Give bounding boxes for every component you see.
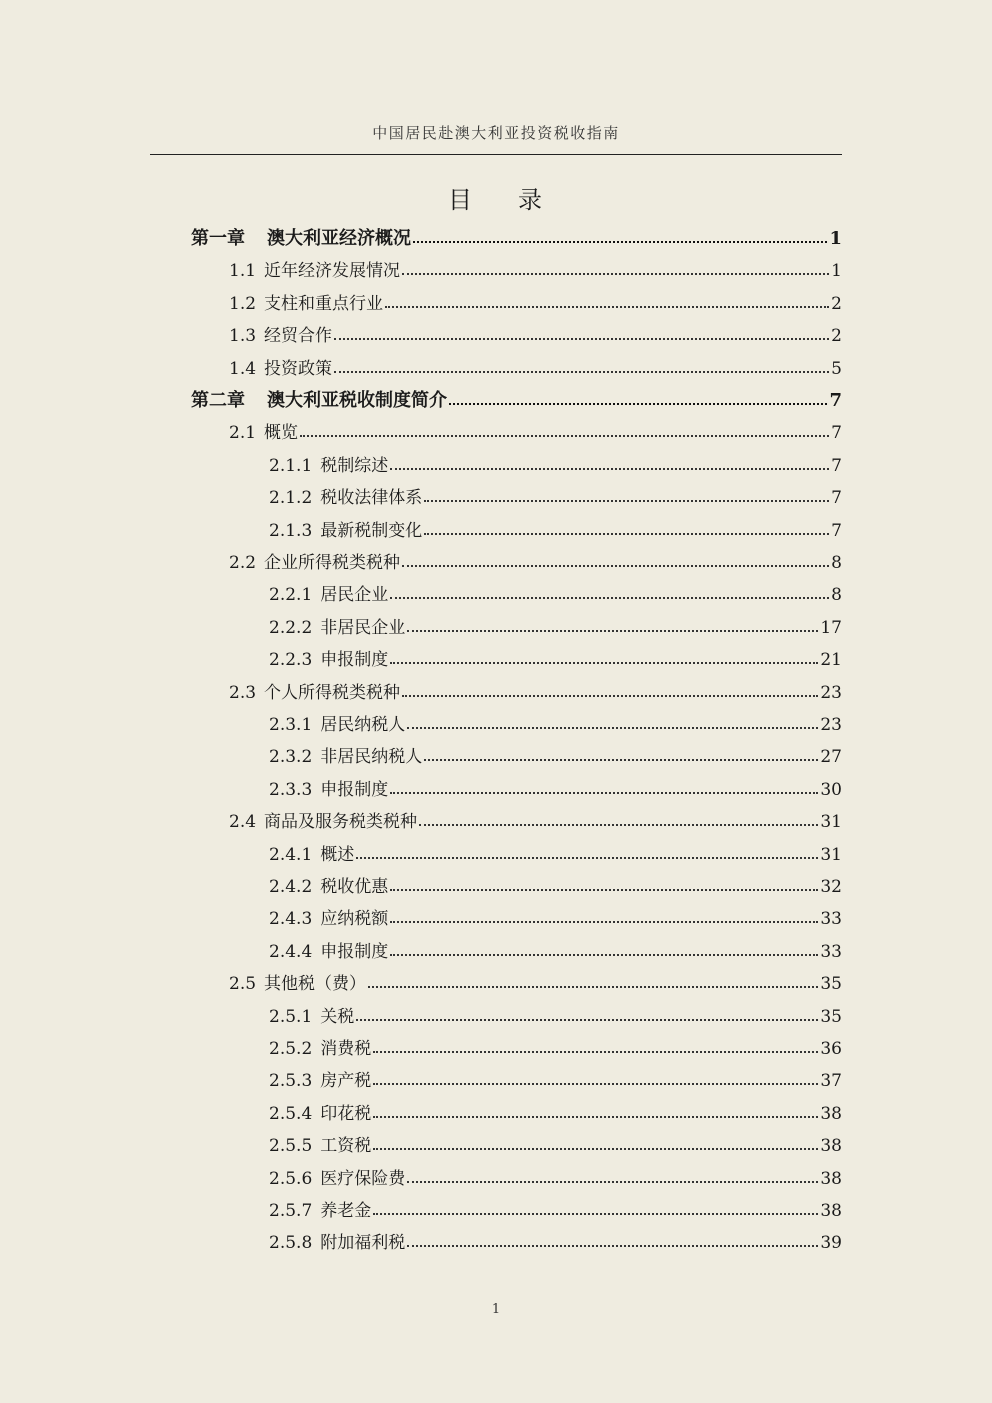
- toc-entry-page: 38: [820, 1168, 842, 1189]
- toc-entry-page: 8: [831, 553, 842, 573]
- toc-entry[interactable]: [269, 937, 842, 961]
- dot-leader: [373, 1051, 818, 1053]
- dot-leader: [356, 1019, 818, 1021]
- header-divider: [150, 154, 842, 155]
- toc-entry[interactable]: [229, 321, 842, 345]
- toc-entry-title: 税制综述: [320, 455, 389, 476]
- toc-entry[interactable]: [269, 516, 842, 540]
- toc-entry-number: 2.4.1: [269, 844, 313, 865]
- toc-entry[interactable]: [269, 483, 842, 507]
- toc-entry-number: 2.1: [229, 423, 257, 444]
- dot-leader: [373, 1116, 818, 1118]
- dot-leader: [334, 371, 829, 373]
- toc-entry-title: 非居民纳税人: [320, 747, 423, 768]
- dot-leader: [356, 857, 818, 859]
- toc-entry-title: 商品及服务税类税种: [264, 812, 418, 833]
- toc-entry-number: 2.3.2: [269, 747, 313, 768]
- toc-entry[interactable]: [269, 710, 842, 734]
- dot-leader: [449, 403, 827, 405]
- toc-entry-number: 第一章: [191, 228, 245, 249]
- toc-entry-page: 2: [831, 293, 842, 314]
- toc-entry-number: 2.5.6: [269, 1168, 313, 1189]
- toc-entry-title: 居民企业: [320, 585, 389, 606]
- dot-leader: [390, 792, 818, 794]
- toc-entry-number: 2.2.2: [269, 617, 313, 638]
- toc-entry-title: 企业所得税类税种: [264, 553, 401, 573]
- toc-entry-number: 2.5.7: [269, 1201, 313, 1221]
- toc-entry-number: 2.4.2: [269, 877, 313, 897]
- toc-entry[interactable]: [229, 678, 842, 702]
- toc-entry-page: 36: [820, 1039, 842, 1059]
- toc-entry-number: 2.4: [229, 812, 257, 833]
- toc-entry-number: 2.5.1: [269, 1006, 313, 1027]
- dot-leader: [419, 824, 818, 826]
- toc-entry-number: 2.4.3: [269, 909, 313, 930]
- toc-entry-number: 2.3.3: [269, 779, 313, 800]
- dot-leader: [424, 533, 829, 535]
- dot-leader: [373, 1213, 818, 1215]
- dot-leader: [402, 565, 829, 567]
- toc-entry-title: 近年经济发展情况: [264, 261, 401, 282]
- toc-entry-title: 最新税制变化: [320, 520, 423, 541]
- dot-leader: [373, 1083, 818, 1085]
- toc-entry-title: 房产税: [320, 1071, 372, 1092]
- toc-entry[interactable]: [269, 580, 842, 604]
- dot-leader: [424, 500, 829, 502]
- dot-leader: [373, 1148, 818, 1150]
- toc-entry-page: 27: [820, 747, 842, 768]
- toc-entry-page: 7: [831, 423, 842, 444]
- dot-leader: [390, 662, 818, 664]
- toc-entry-title: 工资税: [320, 1136, 372, 1157]
- toc-entry-title: 支柱和重点行业: [264, 293, 384, 314]
- toc-entry[interactable]: [229, 548, 842, 572]
- toc-entry-page: 39: [820, 1233, 842, 1254]
- dot-leader: [407, 727, 818, 729]
- toc-entry-page: 32: [820, 877, 842, 897]
- toc-entry-page: 31: [820, 812, 842, 833]
- dot-leader: [407, 1181, 818, 1183]
- toc-entry-title: 养老金: [320, 1201, 372, 1221]
- toc-entry-page: 7: [831, 488, 842, 509]
- toc-entry-title: 居民纳税人: [320, 715, 406, 735]
- toc-entry-page: 30: [820, 779, 842, 800]
- toc-entry[interactable]: [269, 1099, 842, 1123]
- toc-entry-title: 澳大利亚税收制度简介: [267, 390, 447, 411]
- running-header: 中国居民赴澳大利亚投资税收指南: [372, 124, 620, 142]
- toc-entry-number: 2.5: [229, 974, 257, 995]
- dot-leader: [407, 630, 818, 632]
- toc-entry[interactable]: [229, 807, 842, 831]
- toc-entry[interactable]: [191, 224, 842, 248]
- toc-entry-page: 21: [820, 650, 842, 671]
- toc-entry-title: 应纳税额: [320, 909, 389, 930]
- toc-entry-title: 申报制度: [320, 941, 389, 962]
- toc-entry-page: 38: [820, 1201, 842, 1221]
- toc-entry-page: 33: [820, 941, 842, 962]
- toc-entry-page: 7: [831, 455, 842, 476]
- toc-entry[interactable]: [269, 840, 842, 864]
- toc-entry[interactable]: [269, 872, 842, 896]
- toc-entry-title: 医疗保险费: [320, 1168, 406, 1189]
- toc-entry-title: 附加福利税: [320, 1233, 406, 1254]
- toc-title-char-1: 目: [448, 186, 474, 214]
- toc-entry[interactable]: [229, 969, 842, 993]
- toc-entry-page: 38: [820, 1136, 842, 1157]
- toc-entry-title: 关税: [320, 1006, 355, 1027]
- toc-entry-title: 印花税: [320, 1103, 372, 1124]
- toc-entry-number: 2.1.1: [269, 455, 313, 476]
- toc-entry-number: 2.1.3: [269, 520, 313, 541]
- toc-entry-number: 1.3: [229, 326, 257, 347]
- toc-entry[interactable]: [269, 645, 842, 669]
- dot-leader: [334, 338, 829, 340]
- toc-entry-number: 2.5.2: [269, 1039, 313, 1059]
- dot-leader: [390, 889, 818, 891]
- toc-entry-page: 8: [831, 585, 842, 606]
- toc-entry-page: 33: [820, 909, 842, 930]
- toc-entry[interactable]: [269, 1002, 842, 1026]
- toc-entry-title: 申报制度: [320, 650, 389, 671]
- toc-entry[interactable]: [269, 1228, 842, 1252]
- toc-entry-number: 2.5.4: [269, 1103, 313, 1124]
- toc-entry-page: 7: [829, 390, 842, 411]
- dot-leader: [300, 435, 829, 437]
- toc-entry-number: 2.1.2: [269, 488, 313, 509]
- toc-entry[interactable]: [269, 1164, 842, 1188]
- toc-entry-number: 1.1: [229, 261, 257, 282]
- toc-entry-title: 概述: [320, 844, 355, 865]
- dot-leader: [390, 954, 818, 956]
- toc-entry-page: 1: [829, 228, 842, 249]
- toc-entry[interactable]: [269, 613, 842, 637]
- toc-title: [0, 180, 992, 215]
- toc-entry-title: 申报制度: [320, 779, 389, 800]
- toc-entry-title: 经贸合作: [264, 326, 333, 347]
- toc-entry[interactable]: [191, 386, 842, 410]
- dot-leader: [413, 241, 827, 243]
- toc-entry[interactable]: [269, 742, 842, 766]
- toc-entry[interactable]: [269, 1066, 842, 1090]
- toc-entry-page: 5: [831, 358, 842, 379]
- toc-entry-title: 消费税: [320, 1039, 372, 1059]
- toc-entry[interactable]: [229, 289, 842, 313]
- toc-entry-number: 2.5.5: [269, 1136, 313, 1157]
- dot-leader: [402, 273, 829, 275]
- toc-entry-number: 2.2.1: [269, 585, 313, 606]
- toc-entry-number: 第二章: [191, 390, 245, 411]
- toc-entry-page: 23: [820, 715, 842, 735]
- toc-entry[interactable]: [229, 256, 842, 280]
- dot-leader: [402, 695, 818, 697]
- dot-leader: [385, 306, 829, 308]
- toc-entry-page: 17: [820, 617, 842, 638]
- toc-entry-number: 2.4.4: [269, 941, 313, 962]
- toc-entry[interactable]: [269, 1196, 842, 1220]
- dot-leader: [368, 986, 818, 988]
- toc-entry-title: 非居民企业: [320, 617, 406, 638]
- toc-entry-title: 税收法律体系: [320, 488, 423, 509]
- toc-entry-page: 35: [820, 974, 842, 995]
- page-number: 1: [491, 1302, 501, 1317]
- toc-entry-title: 其他税（费）: [264, 974, 367, 995]
- toc-entry-number: 1.2: [229, 293, 257, 314]
- toc-entry-title: 投资政策: [264, 358, 333, 379]
- toc-entry-page: 23: [820, 682, 842, 703]
- dot-leader: [390, 468, 829, 470]
- toc-entry-number: 2.3.1: [269, 715, 313, 735]
- toc-entry-page: 31: [820, 844, 842, 865]
- dot-leader: [424, 759, 818, 761]
- toc-entry-page: 1: [831, 261, 842, 282]
- toc-entry[interactable]: [229, 418, 842, 442]
- toc-entry[interactable]: [269, 451, 842, 475]
- toc-entry-number: 2.2: [229, 553, 257, 573]
- dot-leader: [390, 597, 829, 599]
- toc-entry[interactable]: [269, 1034, 842, 1058]
- toc-entry[interactable]: [269, 904, 842, 928]
- dot-leader: [390, 921, 818, 923]
- toc-entry-page: 37: [820, 1071, 842, 1092]
- toc-entry-title: 概览: [264, 423, 299, 444]
- toc-entry-page: 7: [831, 520, 842, 541]
- toc-entry[interactable]: [269, 1131, 842, 1155]
- toc-entry-number: 2.3: [229, 682, 257, 703]
- toc-entry-title: 澳大利亚经济概况: [267, 228, 411, 249]
- toc-entry-page: 38: [820, 1103, 842, 1124]
- toc-entry-title: 税收优惠: [320, 877, 389, 897]
- dot-leader: [407, 1245, 818, 1247]
- toc-entry-page: 2: [831, 326, 842, 347]
- toc-entry[interactable]: [229, 354, 842, 378]
- toc-entry-title: 个人所得税类税种: [264, 682, 401, 703]
- toc-entry-number: 2.5.8: [269, 1233, 313, 1254]
- toc-entry-number: 1.4: [229, 358, 257, 379]
- toc-entry-number: 2.2.3: [269, 650, 313, 671]
- toc-entry-number: 2.5.3: [269, 1071, 313, 1092]
- toc-entry-page: 35: [820, 1006, 842, 1027]
- toc-entry[interactable]: [269, 775, 842, 799]
- toc-title-char-2: 录: [518, 186, 544, 214]
